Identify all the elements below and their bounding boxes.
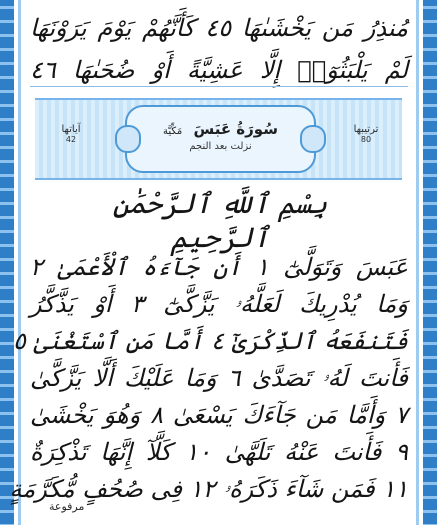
- makkiya-label: مَكِّيَّة: [163, 126, 183, 137]
- quran-line-3: فَتَنفَعَهُ ٱلذِّكْرَىٰٓ ٤ أَمَّا مَنِ ٱسْتَغْنَىٰ ٥: [13, 327, 408, 355]
- surah-order-label: ترتيبها: [353, 124, 379, 135]
- surah-name: سُورَةُ عَبَسَ: [193, 120, 278, 138]
- ayah-count-meta: [43, 124, 99, 144]
- catchword: مرفوعة: [49, 500, 85, 513]
- ayah-count-value: 42: [65, 135, 77, 144]
- right-inner-border: [416, 0, 419, 525]
- top-separator: [30, 86, 408, 87]
- left-inner-border: [18, 0, 21, 525]
- quran-line-2: وَمَا يُدْرِيكَ لَعَلَّهُۥ يَزَّكَّىٰٓ ٣ أَوْ يَذَّكَّرُ: [30, 290, 408, 318]
- surah-order-value: 80: [360, 135, 372, 144]
- quran-line-5: ٧ وَأَمَّا مَن جَآءَكَ يَسْعَىٰ ٨ وَهُوَ يَخْشَىٰ: [30, 401, 408, 429]
- left-page-border: [0, 0, 14, 525]
- quran-line-1: عَبَسَ وَتَوَلَّىٰٓ ١ أَن جَآءَهُ ٱلْأَعْمَىٰ ٢: [30, 253, 409, 281]
- ayah-count-label: آياتها: [61, 124, 81, 135]
- quran-line-top-2: لَمْ يَلْبَثُوٓا۟ إِلَّا عَشِيَّةً أَوْ ضُحَىٰهَا ٤٦: [30, 56, 408, 84]
- surah-order-meta: [338, 124, 394, 144]
- right-page-border: [423, 0, 437, 525]
- surah-title: [127, 120, 314, 138]
- basmala: بِسْمِ ٱللَّهِ ٱلرَّحْمَٰنِ ٱلرَّحِيمِ: [112, 187, 328, 254]
- nuzul-label: نزلت بعد النجم: [189, 141, 252, 152]
- surah-header-band: [35, 98, 402, 180]
- quran-line-4: فَأَنتَ لَهُۥ تَصَدَّىٰ ٦ وَمَا عَلَيْكَ أَلَّا يَزَّكَّىٰ: [30, 364, 408, 392]
- quran-line-top-1: مُنذِرُ مَن يَخْشَىٰهَا ٤٥ كَأَنَّهُمْ يَوْمَ يَرَوْنَهَا: [30, 14, 409, 42]
- quran-line-6: ٩ فَأَنتَ عَنْهُ تَلَهَّىٰ ١٠ كَلَّآ إِنَّهَا تَذْكِرَةٌ: [30, 438, 409, 466]
- surah-title-frame: [125, 105, 316, 173]
- quran-line-7: ١١ فَمَن شَآءَ ذَكَرَهُۥ ١٢ فِى صُحُفٍ مُّكَرَّمَةٍ: [9, 475, 408, 503]
